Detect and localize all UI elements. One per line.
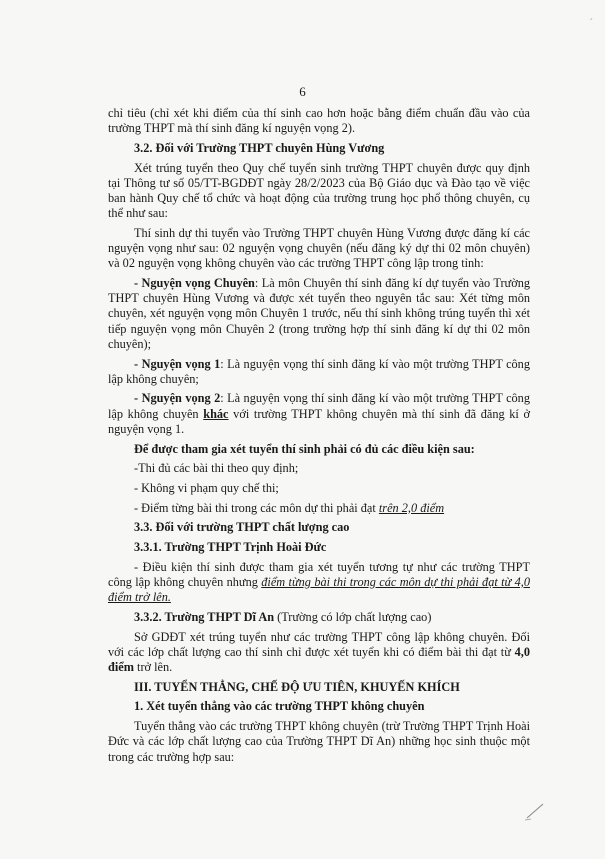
corner-mark: ˊ: [589, 18, 593, 29]
list-item-nv-2: - Nguyện vọng 2: Là nguyện vọng thí sinh đăng kí vào một trường THPT công lập không chuyên khác với trường THPT không chuyên mà thí sinh đã đăng kí ở nguyện vọng 1.: [108, 391, 530, 436]
pen-mark: [523, 800, 547, 822]
paragraph: Sở GDĐT xét trúng tuyển như các trường THPT công lập không chuyên. Đối với các lớp chất lượng cao thí sinh chỉ được xét tuyển khi có điểm bài thi đạt từ 4,0 điểm trở lên.: [108, 629, 530, 674]
paragraph: chỉ tiêu (chỉ xét khi điểm của thí sinh cao hơn hoặc bằng điểm chuẩn đầu vào của trường THPT mà thí sinh đăng kí nguyện vọng 2).: [108, 106, 530, 136]
paragraph: Thí sinh dự thi tuyển vào Trường THPT chuyên Hùng Vương được đăng kí các nguyện vọng như sau: 02 nguyện vọng chuyên (nếu đăng ký dự thi 02 môn chuyên) và 02 nguyện vọng không chuyên vào các trường THPT công lập trong tỉnh:: [108, 225, 530, 271]
condition-item: - Không vi phạm quy chế thi;: [134, 480, 279, 495]
list-item-nv-1: - Nguyện vọng 1: Là nguyện vọng thí sinh đăng kí vào một trường THPT công lập không chuyên;: [108, 356, 530, 386]
condition-item: - Điểm từng bài thi trong các môn dự thi phải đạt trên 2,0 điểm: [134, 500, 445, 515]
condition-item: -Thi đủ các bài thi theo quy định;: [134, 461, 299, 476]
section-heading-3-2: 3.2. Đối với Trường THPT chuyên Hùng Vương: [134, 140, 385, 155]
section-heading-3-3-1: 3.3.1. Trường THPT Trịnh Hoài Đức: [134, 540, 327, 555]
bold-label: Nguyện vọng Chuyên: [141, 276, 255, 291]
conditions-heading: Để được tham gia xét tuyển thí sinh phải có đủ các điều kiện sau:: [134, 441, 475, 456]
section-heading-3-3-2: 3.3.2. Trường THPT Dĩ An (Trường có lớp chất lượng cao): [134, 609, 432, 624]
document-body: [108, 106, 530, 769]
emphasis-italic-underline: trên 2,0 điểm: [378, 500, 445, 515]
paragraph: Xét trúng tuyển theo Quy chế tuyển sinh trường THPT chuyên được quy định tại Thông tư số 05/TT-BGDĐT ngày 28/2/2023 của Bộ Giáo dục và Đào tạo về việc ban hành Quy chế tổ chức và hoạt động của trường trung học phổ thông chuyên, cụ thể như sau:: [108, 160, 530, 221]
emphasis-underline: khác: [203, 406, 229, 421]
section-heading-1: 1. Xét tuyển thẳng vào các trường THPT không chuyên: [134, 699, 425, 714]
bold-label: Nguyện vọng 1: [141, 356, 221, 371]
section-heading-3-3: 3.3. Đối với trường THPT chất lượng cao: [134, 520, 350, 535]
page-number: 6: [299, 84, 306, 99]
emphasis-italic-underline: điểm từng bài thi trong các môn dự thi phải đạt từ 4,0 điểm trở lên.: [108, 574, 530, 605]
bold-label: Nguyện vọng 2: [141, 391, 221, 406]
paragraph: Tuyển thẳng vào các trường THPT không chuyên (trừ Trường THPT Trịnh Hoài Đức và các lớp chất lượng cao của Trường THPT Dĩ An) những học sinh thuộc một trong các trường hợp sau:: [108, 719, 530, 764]
section-heading-III: III. TUYỂN THẲNG, CHẾ ĐỘ ƯU TIÊN, KHUYẾN KHÍCH: [134, 679, 460, 694]
paragraph: - Điều kiện thí sinh được tham gia xét tuyển tương tự như các trường THPT công lập không chuyên nhưng điểm từng bài thi trong các môn dự thi phải đạt từ 4,0 điểm trở lên.: [108, 559, 530, 605]
list-item-nv-chuyen: - Nguyện vọng Chuyên: Là môn Chuyên thí sinh đăng kí dự tuyển vào Trường THPT chuyên Hùng Vương và được xét tuyển theo nguyên tắc sau: Xét từng môn chuyên, xét nguyện vọng môn Chuyên 1 trước, nếu thí sinh không trúng tuyển thì xét tiếp nguyện vọng môn Chuyên 2 (trong trường hợp thí sinh đăng kí dự thi 02 môn chuyên);: [108, 276, 531, 351]
